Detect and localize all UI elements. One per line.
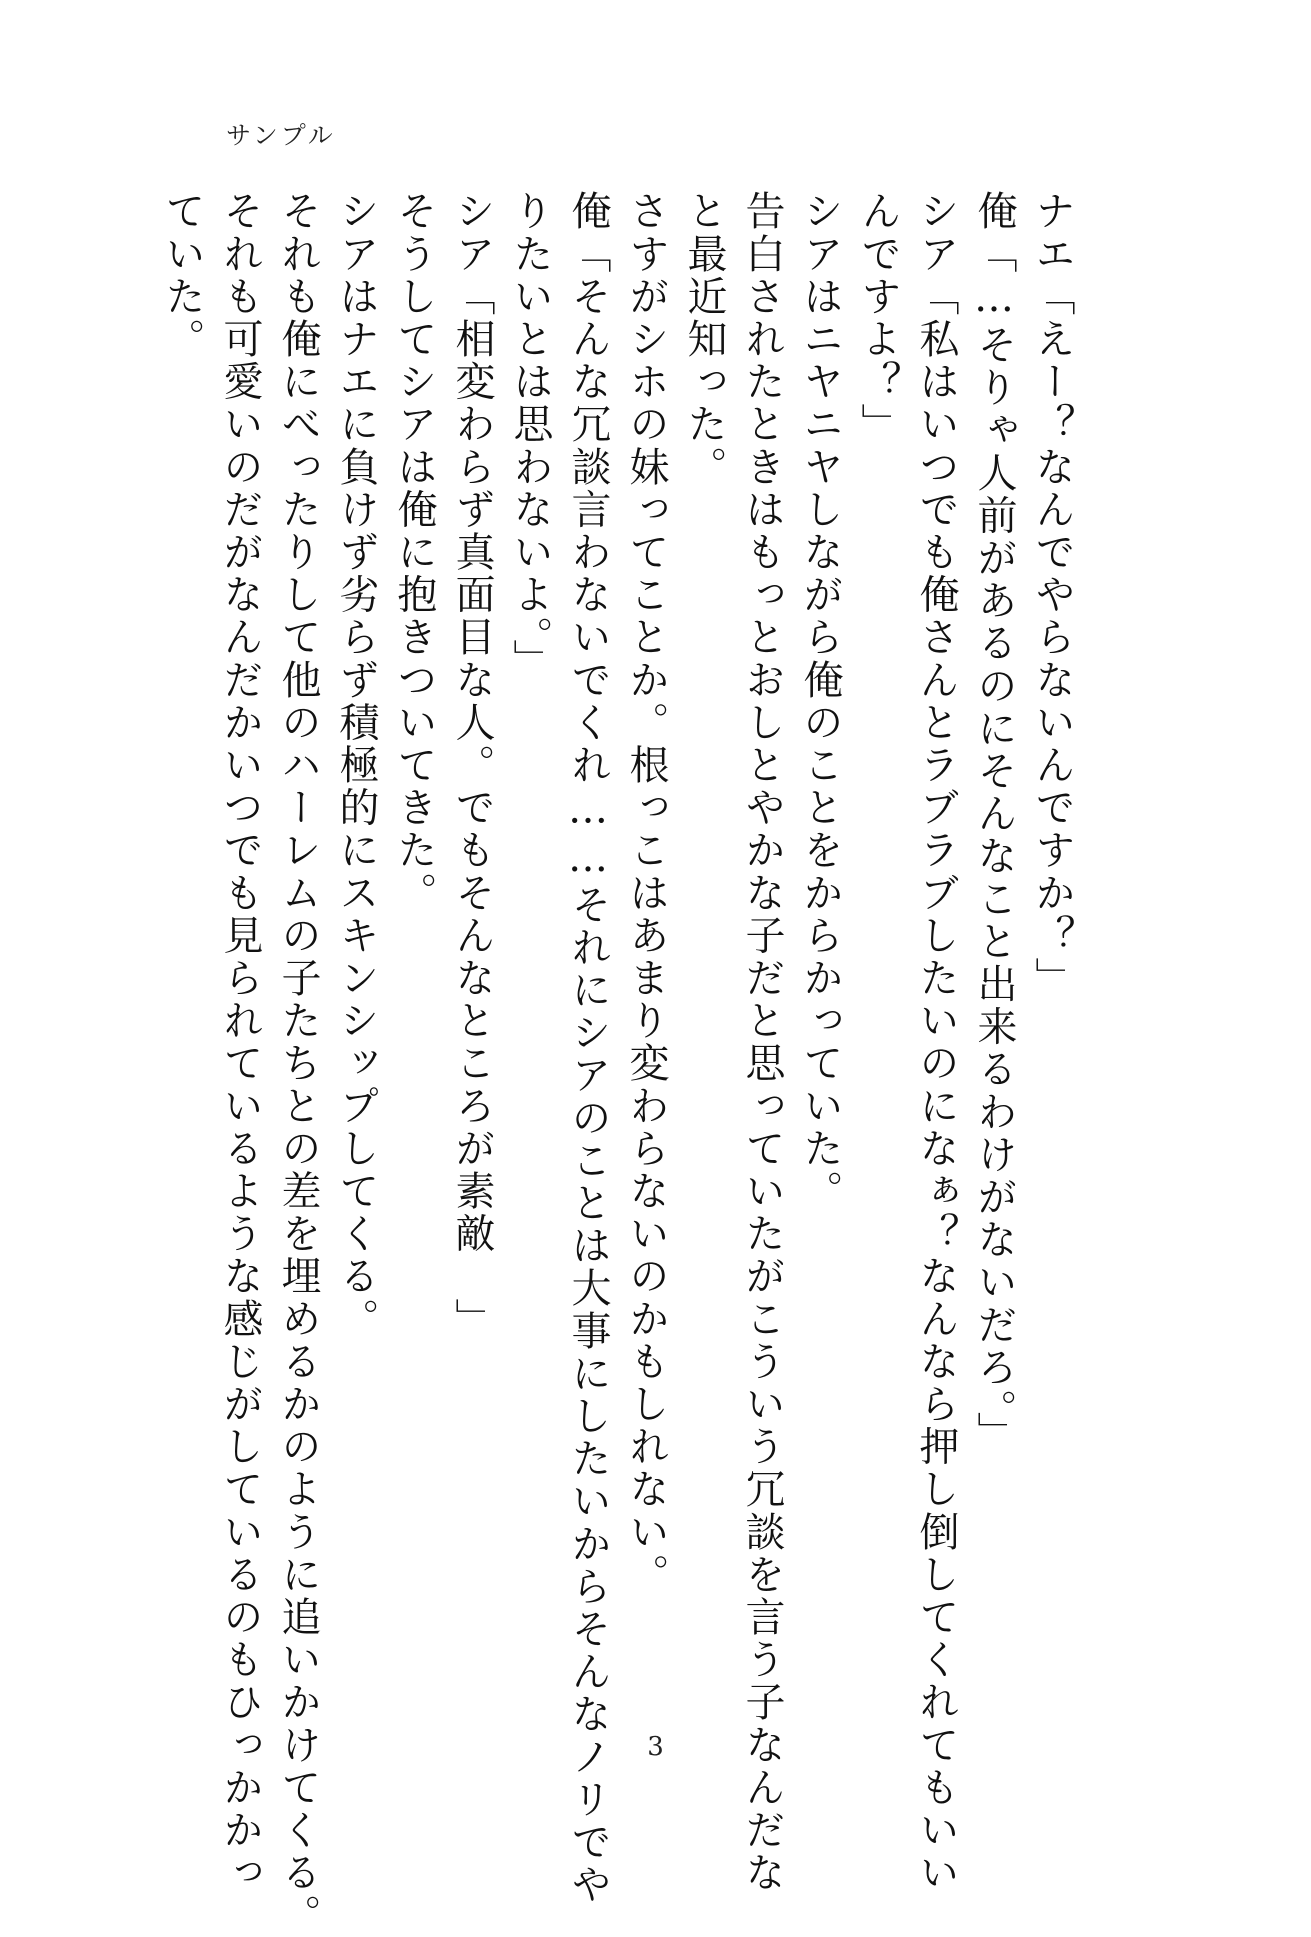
text-line: それも俺にべったりして他のハーレムの子たちとの差を埋めるかのように追いかけてくる。 (275, 190, 321, 1937)
page-number: 3 (647, 1732, 664, 1762)
text-line: シアはニヤニヤしながら俺のことをからかっていた。 (797, 190, 843, 1213)
text-line: さすがシホの妹ってことか。根っこはあまり変わらないのかもしれない。 (623, 190, 669, 1596)
text-line: りたいとは思わないよ。」 (507, 190, 553, 682)
text-line: シア「私はいつでも俺さんとラブラブしたいのになぁ？なんなら押し倒してくれてもいい (913, 190, 959, 1894)
text-line: ナエ「えー？なんでやらないんですか？」 (1029, 190, 1075, 1000)
text-line: 俺「そんな冗談言わないでくれ……それにシアのことは大事にしたいからそんなノリでや (565, 190, 611, 1906)
text-line: んですよ？」 (855, 190, 901, 446)
text-line: それも可愛いのだがなんだかいつでも見られているような感じがしているのもひっかかっ (217, 190, 263, 1894)
text-line: 俺「…そりゃ人前があるのにそんなこと出来るわけがないだろ。」 (971, 190, 1017, 1454)
text-line: シア「相変わらず真面目な人。でもそんなところが素敵 」 (449, 190, 495, 1341)
body-text (153, 190, 1081, 1937)
text-line: 告白されたときはもっとおしとやかな子だと思っていたがこういう冗談を言う子なんだな (739, 190, 785, 1894)
page-header: サンプル (226, 121, 336, 150)
text-line: ていた。 (159, 190, 205, 361)
text-line: と最近知った。 (681, 190, 727, 489)
text-line: そうしてシアは俺に抱きついてきた。 (391, 190, 437, 915)
text-line: シアはナエに負けず劣らず積極的にスキンシップしてくる。 (333, 190, 379, 1341)
